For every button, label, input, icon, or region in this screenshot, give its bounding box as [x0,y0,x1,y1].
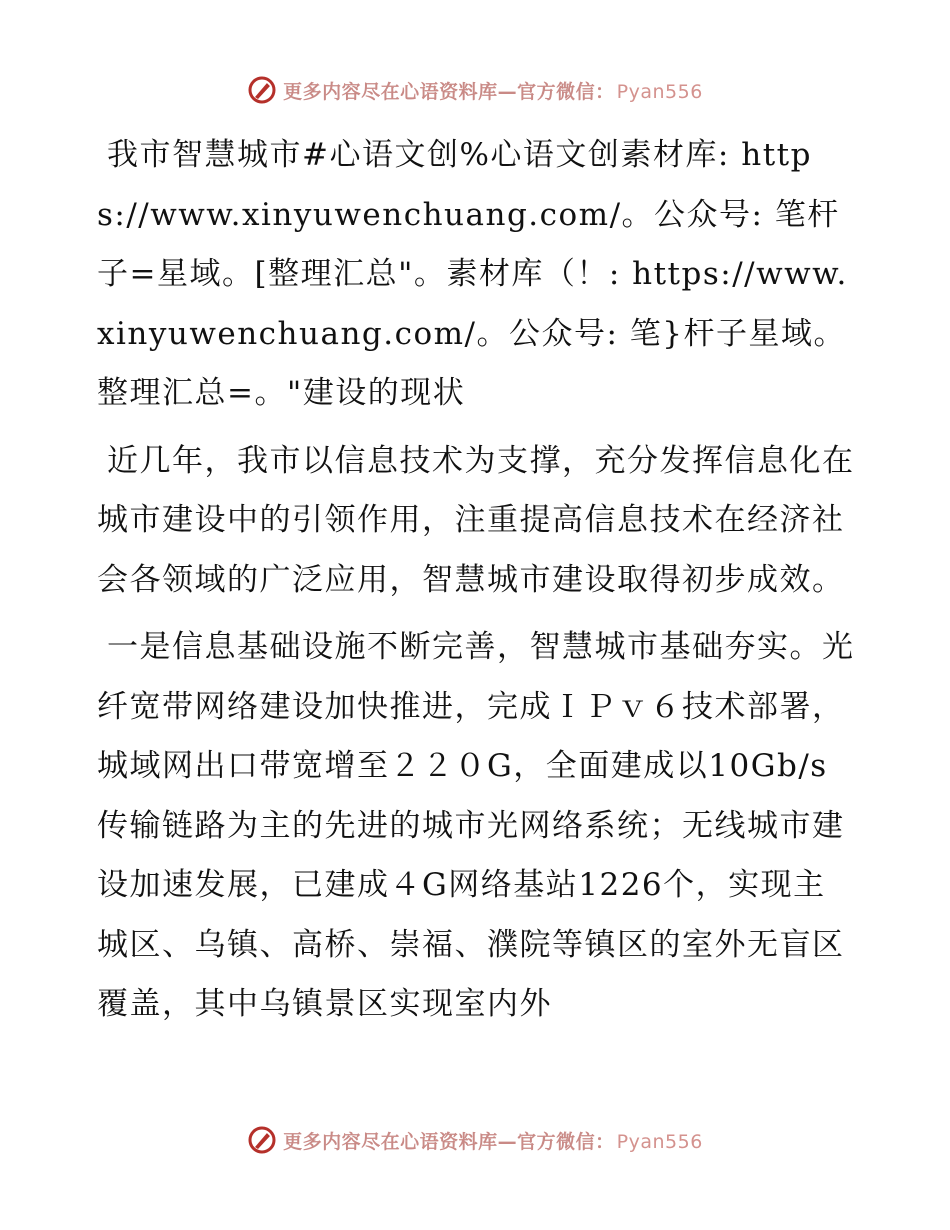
paragraph-recent-years: 近几年，我市以信息技术为支撑，充分发挥信息化在城市建设中的引领作用，注重提高信息技术在经济社会各领域的广泛应用，智慧城市建设取得初步成效。 [97,442,855,598]
watermark-header [0,70,950,110]
document-body [97,126,857,1043]
paragraph-infrastructure: 一是信息基础设施不断完善，智慧城市基础夯实。光纤宽带网络建设加快推进，完成ＩＰｖ６技术部署，城域网出口带宽增至２２０G，全面建成以10Gb/s传输链路为主的先进的城市光网络系统；无线城市建设加速发展，已建成４G网络基站1226个，实现主城区、乌镇、高桥、崇福、濮院等镇区的室外无盲区覆盖，其中乌镇景区实现室内外 [97,629,855,1022]
seal-pen-icon [247,1125,277,1155]
paragraph-intro: 我市智慧城市#心语文创%心语文创素材库: https://www.xinyuwenchuang.com/。公众号: 笔杆子=星域。[整理汇总"。素材库（！: https://www.xinyuwenchuang.com/。公众号: 笔}杆子星域。整理汇总=。"建设的现状 [97,137,848,411]
watermark-text: 更多内容尽在心语资料库—官方微信： Pyan556 [283,1130,703,1153]
seal-pen-icon [247,75,277,105]
watermark-text: 更多内容尽在心语资料库—官方微信： Pyan556 [283,80,703,103]
watermark-footer [0,1120,950,1160]
